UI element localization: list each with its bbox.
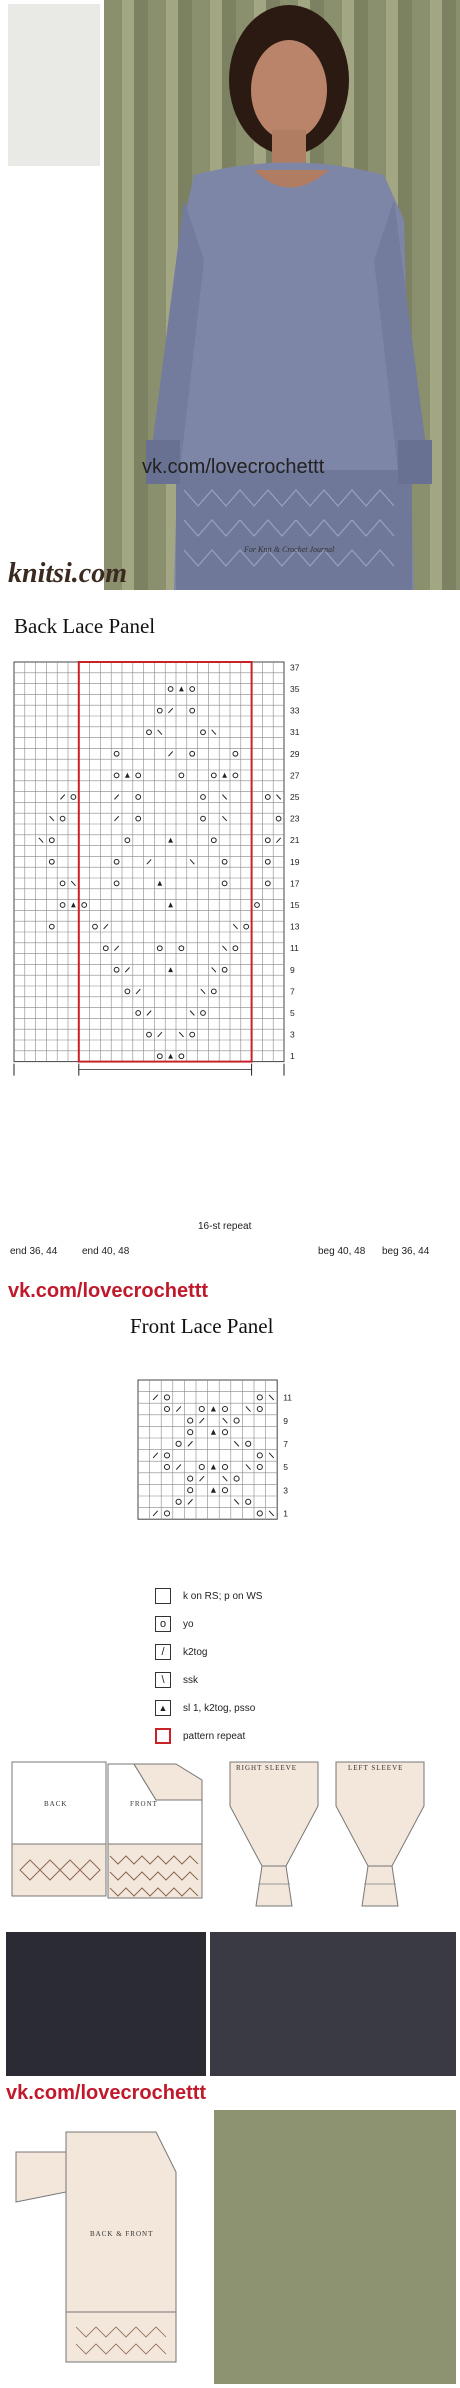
legend-label: k on RS; p on WS [183, 1591, 263, 1602]
row-number-label: 3 [290, 1029, 295, 1040]
schematic-left-sleeve [330, 1756, 430, 1916]
tagline: For Knit & Crochet Journal [244, 545, 335, 554]
bottom-label-beg-40-48: beg 40, 48 [318, 1246, 366, 1257]
back-panel-title: Back Lace Panel [14, 614, 156, 638]
legend-label: yo [183, 1619, 194, 1630]
row-number-label: 37 [290, 662, 300, 673]
bottom-label-beg-36-44: beg 36, 44 [382, 1246, 430, 1257]
schematic-back-label: BACK [44, 1800, 68, 1808]
legend-symbol-repeat [155, 1728, 171, 1744]
sweater-thumbnail-photo [8, 4, 100, 166]
row-number-label: 7 [283, 1439, 288, 1450]
row-number-label: 15 [290, 900, 300, 911]
legend-symbol-k2tog: / [155, 1644, 171, 1660]
model-closeup-photo [214, 2110, 456, 2384]
bottom-label-end-36-44: end 36, 44 [10, 1246, 58, 1257]
row-number-label: 1 [290, 1051, 295, 1062]
row-number-label: 5 [283, 1462, 288, 1473]
row-number-label: 3 [283, 1485, 288, 1496]
model-illustration [104, 0, 460, 590]
schematic-right-sleeve-label: RIGHT SLEEVE [236, 1764, 298, 1772]
row-number-label: 19 [290, 856, 300, 867]
row-number-label: 27 [290, 770, 300, 781]
watermark-text: vk.com/lovecrochettt [142, 456, 325, 478]
repeat-label: 16-st repeat [198, 1221, 252, 1232]
knitsi-logo [8, 558, 127, 590]
schematic-front [106, 1760, 204, 1900]
row-number-label: 11 [290, 943, 299, 954]
schematic-back [10, 1760, 108, 1898]
schematic-left-sleeve-label: LEFT SLEEVE [348, 1764, 404, 1772]
watermark-red-2: vk.com/lovecrochettt [6, 2082, 207, 2104]
legend-symbol-triangle: ▲ [155, 1700, 171, 1716]
row-number-label: 7 [290, 986, 295, 997]
row-number-label: 13 [290, 921, 300, 932]
schematic-front-label: FRONT [130, 1800, 158, 1808]
bottom-label-end-40-48: end 40, 48 [82, 1246, 130, 1257]
lace-detail-photo [6, 1932, 206, 2076]
row-number-label: 9 [283, 1415, 288, 1426]
legend-label: ssk [183, 1675, 198, 1686]
row-number-label: 5 [290, 1008, 295, 1019]
legend-symbol-yo: o [155, 1616, 171, 1632]
row-number-label: 35 [290, 684, 300, 695]
row-number-label: 33 [290, 705, 300, 716]
legend-symbol-blank [155, 1588, 171, 1604]
schematic-back-and-front [6, 2112, 210, 2382]
legend-label: pattern repeat [183, 1731, 246, 1742]
front-panel-title: Front Lace Panel [130, 1314, 274, 1338]
row-number-label: 17 [290, 878, 300, 889]
schematic-back-front-label: BACK & FRONT [90, 2230, 154, 2238]
model-main-photo [104, 0, 460, 590]
cuff-detail-photo [210, 1932, 456, 2076]
row-number-label: 21 [290, 835, 300, 846]
row-number-label: 9 [290, 964, 295, 975]
row-number-label: 25 [290, 792, 300, 803]
legend-label: sl 1, k2tog, psso [183, 1703, 256, 1714]
row-number-label: 11 [283, 1392, 293, 1403]
row-number-label: 23 [290, 813, 300, 824]
row-number-label: 31 [290, 727, 300, 738]
legend-label: k2tog [183, 1647, 208, 1658]
watermark-red-1: vk.com/lovecrochettt [8, 1280, 209, 1302]
back-lace-chart [0, 652, 460, 1274]
front-lace-chart [0, 1370, 460, 1550]
row-number-label: 1 [283, 1508, 288, 1519]
row-number-label: 29 [290, 748, 300, 759]
knitsi-logo-text: knitsi.com [8, 558, 128, 589]
legend-symbol-ssk: \ [155, 1672, 171, 1688]
schematic-right-sleeve [224, 1756, 324, 1916]
